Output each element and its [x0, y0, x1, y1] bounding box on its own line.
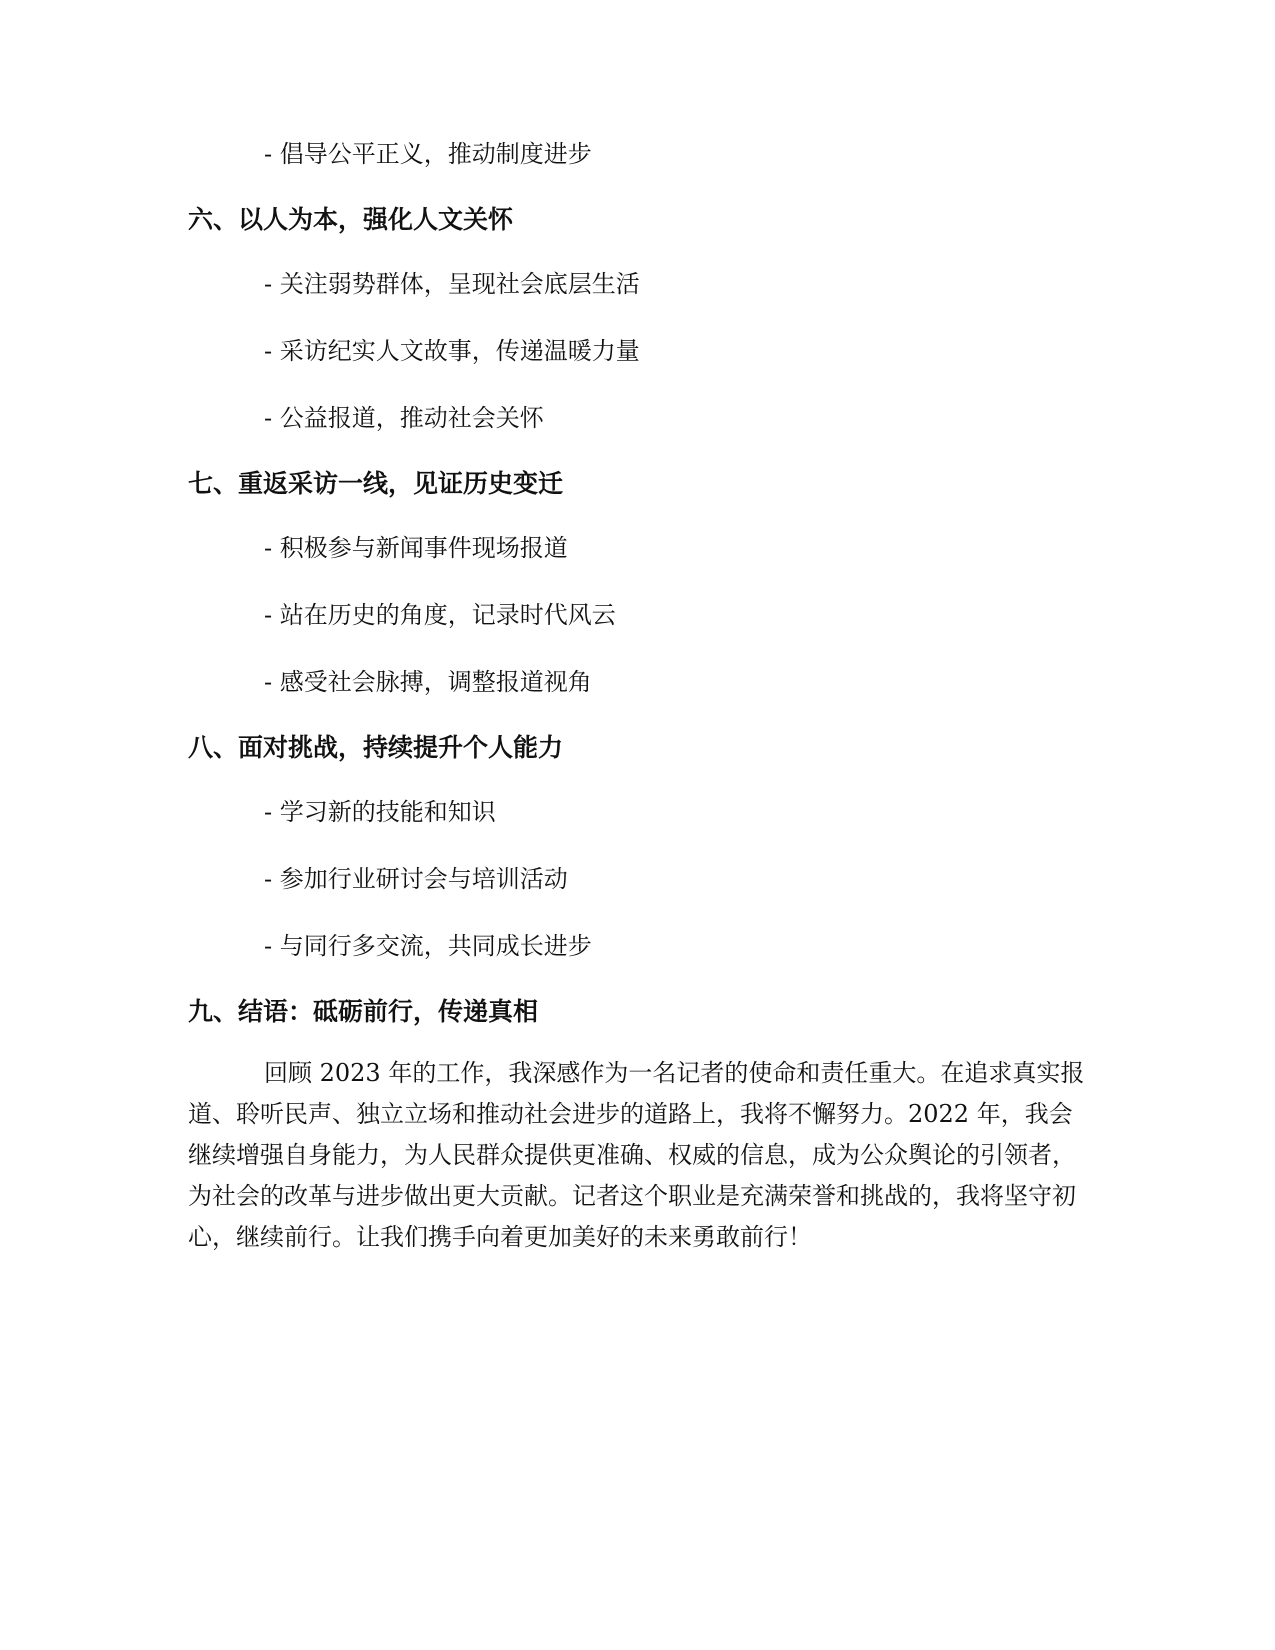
- list-item: - 关注弱势群体，呈现社会底层生活: [264, 270, 640, 298]
- list-item: - 学习新的技能和知识: [264, 798, 496, 826]
- list-item: - 倡导公平正义，推动制度进步: [264, 140, 592, 168]
- section-heading: 八、面对挑战，持续提升个人能力: [188, 733, 564, 762]
- section-heading: 六、以人为本，强化人文关怀: [188, 205, 514, 234]
- list-item: - 公益报道，推动社会关怀: [264, 404, 544, 432]
- document-body: [188, 140, 1088, 1258]
- list-item: - 采访纪实人文故事，传递温暖力量: [264, 337, 640, 365]
- section-heading: 九、结语：砥砺前行，传递真相: [188, 997, 539, 1026]
- list-item: - 参加行业研讨会与培训活动: [264, 865, 568, 893]
- list-item: - 与同行多交流，共同成长进步: [264, 932, 592, 960]
- section-heading: 七、重返采访一线，见证历史变迁: [188, 469, 564, 498]
- conclusion-paragraph: 回顾 2023 年的工作，我深感作为一名记者的使命和责任重大。在追求真实报道、聆听民声、独立立场和推动社会进步的道路上，我将不懈努力。2022 年，我会继续增强自身能力，为人民群众提供更准确、权威的信息，成为公众舆论的引领者，为社会的改革与进步做出更大贡献。记者这个职业是充满荣誉和挑战的，我将坚守初心，继续前行。让我们携手向着更加美好的未来勇敢前行！: [188, 1059, 1085, 1251]
- list-item: - 感受社会脉搏，调整报道视角: [264, 668, 592, 696]
- list-item: - 站在历史的角度，记录时代风云: [264, 601, 616, 629]
- list-item: - 积极参与新闻事件现场报道: [264, 534, 568, 562]
